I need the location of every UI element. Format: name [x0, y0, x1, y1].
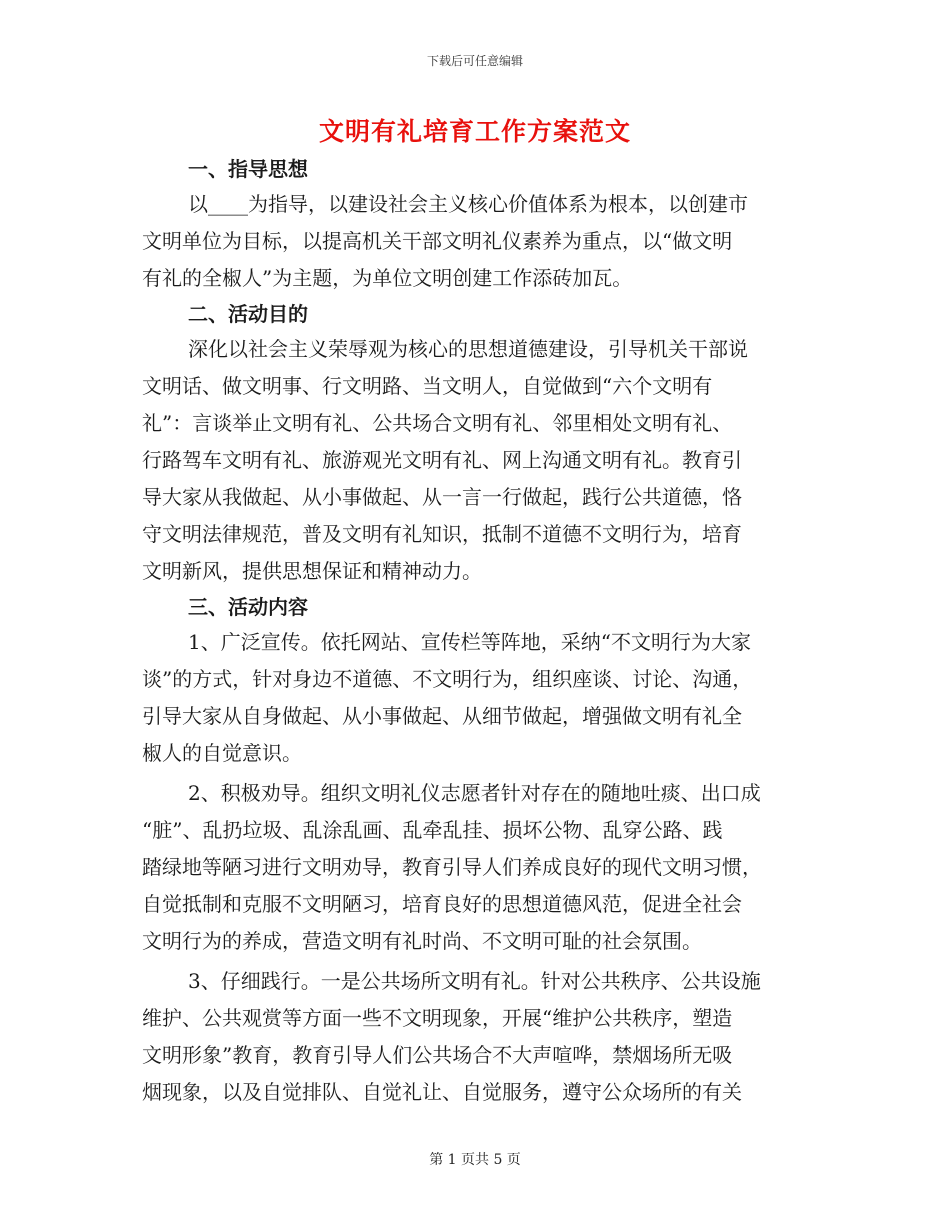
section-heading: 三、活动内容: [188, 595, 308, 619]
header-note: 下载后可任意编辑: [426, 54, 523, 68]
text-line: 3、仔细践行。一是公共场所文明有礼。针对公共秩序、公共设施: [188, 969, 761, 993]
paragraph: [142, 186, 806, 297]
text-line: 烟现象，以及自觉排队、自觉礼让、自觉服务，遵守公众场所的有关: [142, 1080, 742, 1104]
text-line: 深化以社会主义荣辱观为核心的思想道德建设，引导机关干部说: [188, 337, 748, 361]
document-title: 文明有礼培育工作方案范文: [318, 117, 631, 146]
text-line: 2、积极劝导。组织文明礼仪志愿者针对存在的随地吐痰、出口成: [188, 781, 761, 805]
text-line: 文明话、做文明事、行文明路、当文明人，自觉做到“六个文明有: [142, 374, 713, 398]
text-line: 文明单位为目标，以提高机关干部文明礼仪素养为重点，以“做文明: [142, 229, 733, 253]
text-line: 行路驾车文明有礼、旅游观光文明有礼、网上沟通文明有礼。教育引: [142, 448, 742, 472]
text-line: 礼”：言谈举止文明有礼、公共场合文明有礼、邻里相处文明有礼、: [142, 411, 733, 435]
text-line: 谈”的方式，针对身边不道德、不文明行为，组织座谈、讨论、沟通，: [142, 667, 753, 691]
paragraph: [142, 775, 806, 960]
text-line: 文明行为的养成，营造文明有礼时尚、不文明可耻的社会氛围。: [142, 929, 702, 953]
text-line: 有礼的全椒人”为主题，为单位文明创建工作添砖加瓦。: [142, 266, 633, 290]
text-line: 守文明法律规范，普及文明有礼知识，抵制不道德不文明行为，培育: [142, 522, 742, 546]
text-line: 自觉抵制和克服不文明陋习，培育良好的思想道德风范，促进全社会: [142, 892, 742, 916]
text-line: 引导大家从自身做起、从小事做起、从细节做起，增强做文明有礼全: [142, 704, 742, 728]
section-heading: 二、活动目的: [188, 302, 308, 326]
paragraph: [142, 624, 806, 772]
text-line: 导大家从我做起、从小事做起、从一言一行做起，践行公共道德，恪: [142, 485, 742, 509]
paragraph: [142, 331, 806, 590]
text-line: 文明形象”教育，教育引导人们公共场合不大声喧哗，禁烟场所无吸: [142, 1043, 733, 1067]
paragraph: [142, 963, 806, 1111]
text-line: 椒人的自觉意识。: [142, 741, 302, 765]
text-line: “脏”、乱扔垃圾、乱涂乱画、乱牵乱挂、损坏公物、乱穿公路、践: [142, 818, 723, 842]
page-number-footer: 第 1 页共 5 页: [429, 1152, 521, 1168]
text-line: 文明新风，提供思想保证和精神动力。: [142, 559, 482, 583]
section-heading: 一、指导思想: [188, 157, 308, 181]
text-line: 维护、公共观赏等方面一些不文明现象，开展“维护公共秩序，塑造: [142, 1006, 733, 1030]
document-body: [142, 152, 806, 1111]
text-line: 以____为指导，以建设社会主义核心价值体系为根本，以创建市: [188, 192, 748, 216]
text-line: 1、广泛宣传。依托网站、宣传栏等阵地，采纳“不文明行为大家: [188, 630, 751, 654]
text-line: 踏绿地等陋习进行文明劝导，教育引导人们养成良好的现代文明习惯，: [142, 855, 762, 879]
